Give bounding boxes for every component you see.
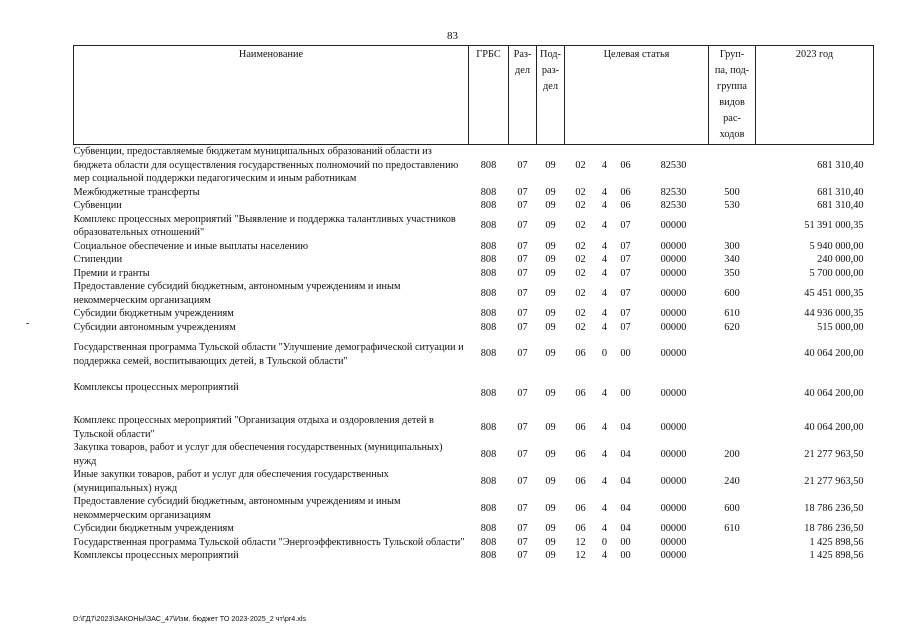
- cell-amount: 1 425 898,56: [809, 536, 864, 548]
- cell-target-program: 02: [575, 321, 586, 333]
- cell-expense-group: 200: [724, 448, 740, 460]
- cell-podrazdel: 09: [545, 200, 556, 211]
- table-row: [74, 253, 874, 267]
- cell-target-subprogram: 07: [620, 267, 631, 279]
- cell-name: Иные закупки товаров, работ и услуг для обеспечения государственных (муниципальных) нужд: [73, 469, 389, 494]
- cell-target-program: 12: [575, 536, 586, 548]
- cell-expense-group: [709, 549, 756, 563]
- cell-razdel: 07: [517, 536, 528, 548]
- cell-grbs: 808: [480, 240, 497, 252]
- cell-expense-group: 620: [724, 321, 740, 333]
- cell-target-direction: 00000: [660, 421, 687, 433]
- cell-amount: 44 936 000,35: [804, 308, 864, 319]
- cell-razdel: 07: [517, 421, 528, 433]
- cell-target-type: 4: [601, 254, 608, 265]
- cell-target-program: 02: [575, 254, 586, 265]
- table-row: [74, 334, 874, 374]
- cell-amount: 681 310,40: [817, 200, 864, 211]
- cell-grbs: 808: [480, 421, 497, 433]
- cell-podrazdel: 09: [545, 186, 556, 198]
- cell-podrazdel: 09: [545, 321, 556, 333]
- cell-podrazdel: 09: [545, 348, 556, 360]
- cell-grbs: 808: [480, 550, 497, 561]
- cell-target-subprogram: 04: [620, 502, 631, 514]
- cell-amount: 240 000,00: [817, 254, 864, 265]
- cell-target-direction: 00000: [660, 220, 687, 232]
- cell-expense-group: 600: [724, 287, 740, 299]
- cell-amount: 5 700 000,00: [809, 267, 864, 279]
- cell-expense-group: 350: [724, 267, 740, 279]
- cell-target-program: 06: [575, 448, 586, 460]
- cell-name: Субвенции: [73, 200, 122, 211]
- cell-target-program: 02: [575, 240, 586, 252]
- cell-target-type: 4: [601, 421, 608, 433]
- cell-podrazdel: 09: [545, 220, 556, 232]
- cell-amount: 681 310,40: [817, 186, 864, 198]
- cell-expense-group: 340: [724, 254, 740, 265]
- cell-podrazdel: 09: [545, 254, 556, 265]
- cell-target-program: 02: [575, 220, 586, 232]
- cell-amount: 515 000,00: [817, 321, 864, 333]
- cell-target-type: 4: [601, 267, 608, 279]
- cell-target-subprogram: 04: [620, 475, 631, 487]
- cell-target-subprogram: 00: [620, 536, 631, 548]
- cell-target-program: 02: [575, 200, 586, 211]
- cell-target-direction: 00000: [660, 448, 687, 460]
- cell-target-type: 4: [601, 523, 608, 534]
- table-row: [74, 213, 874, 240]
- cell-expense-group: 600: [724, 502, 740, 514]
- cell-name: Закупка товаров, работ и услуг для обеспечения государственных (муниципальных) нужд: [73, 442, 443, 467]
- cell-name: Межбюджетные трансферты: [73, 186, 200, 198]
- cell-target-direction: 00000: [660, 475, 687, 487]
- cell-amount: 5 940 000,00: [809, 240, 864, 252]
- cell-grbs: 808: [480, 254, 497, 265]
- cell-amount: 40 064 200,00: [804, 421, 864, 433]
- cell-name: Премии и гранты: [73, 267, 150, 279]
- cell-target-direction: 82530: [660, 159, 687, 171]
- table-row: [74, 468, 874, 495]
- cell-grbs: 808: [480, 348, 497, 360]
- cell-target-subprogram: 07: [620, 220, 631, 232]
- cell-target-direction: 00000: [660, 502, 687, 514]
- cell-target-subprogram: 07: [620, 308, 631, 319]
- cell-name: Субсидии бюджетным учреждениям: [73, 523, 234, 534]
- cell-amount: 21 277 963,50: [804, 448, 864, 460]
- cell-target-subprogram: 00: [620, 550, 631, 561]
- cell-target-type: 4: [601, 220, 608, 232]
- cell-podrazdel: 09: [545, 475, 556, 487]
- table-row: [74, 145, 874, 186]
- cell-expense-group: [709, 374, 756, 414]
- cell-razdel: 07: [517, 220, 528, 232]
- table-row: [74, 240, 874, 254]
- cell-grbs: 808: [480, 287, 497, 299]
- cell-target-direction: 00000: [660, 348, 687, 360]
- table-row: [74, 267, 874, 281]
- cell-podrazdel: 09: [545, 523, 556, 534]
- cell-podrazdel: 09: [545, 550, 556, 561]
- cell-target-subprogram: 07: [620, 240, 631, 252]
- cell-name: Комплекс процессных мероприятий "Выявление и поддержка талантливых участников образовательных отношений": [73, 213, 456, 238]
- table-row: [74, 441, 874, 468]
- cell-razdel: 07: [517, 186, 528, 198]
- cell-amount: 1 425 898,56: [809, 550, 864, 561]
- cell-target-type: 4: [601, 475, 608, 487]
- header-target-article: Целевая статья: [565, 46, 709, 145]
- cell-target-direction: 00000: [660, 321, 687, 333]
- cell-grbs: 808: [480, 308, 497, 319]
- cell-amount: 18 786 236,50: [804, 502, 864, 514]
- cell-target-subprogram: 07: [620, 287, 631, 299]
- cell-target-program: 02: [575, 308, 586, 319]
- cell-podrazdel: 09: [545, 308, 556, 319]
- cell-target-subprogram: 04: [620, 421, 631, 433]
- budget-table: [73, 45, 874, 563]
- cell-name: Субсидии бюджетным учреждениям: [73, 308, 234, 319]
- cell-name: Комплексы процессных мероприятий: [73, 550, 239, 561]
- cell-target-direction: 00000: [660, 388, 687, 400]
- cell-expense-group: [709, 414, 756, 441]
- cell-target-direction: 00000: [660, 308, 687, 319]
- cell-name: Комплекс процессных мероприятий "Организация отдыха и оздоровления детей в Тульской области": [73, 415, 434, 440]
- cell-target-subprogram: 07: [620, 254, 631, 265]
- cell-target-direction: 82530: [660, 200, 687, 211]
- cell-grbs: 808: [480, 523, 497, 534]
- cell-grbs: 808: [480, 321, 497, 333]
- cell-razdel: 07: [517, 321, 528, 333]
- cell-razdel: 07: [517, 254, 528, 265]
- cell-target-direction: 00000: [660, 550, 687, 561]
- cell-razdel: 07: [517, 348, 528, 360]
- cell-razdel: 07: [517, 502, 528, 514]
- cell-podrazdel: 09: [545, 388, 556, 400]
- table-row: [74, 495, 874, 522]
- cell-target-type: 0: [601, 536, 608, 548]
- cell-razdel: 07: [517, 240, 528, 252]
- cell-expense-group: [709, 334, 756, 374]
- cell-target-program: 06: [575, 421, 586, 433]
- cell-razdel: 07: [517, 550, 528, 561]
- cell-grbs: 808: [480, 448, 497, 460]
- footer-file-path: D:\ГД7\2023\ЗАКОНЫ\ЗАС_47\Изм. бюджет ТО 2023-2025_2 чт\pr4.xls: [73, 614, 306, 623]
- header-expense-group: Груп- па, под- группа видов рас- ходов: [709, 46, 756, 145]
- cell-target-direction: 00000: [660, 287, 687, 299]
- table-row: [74, 536, 874, 550]
- cell-target-subprogram: 00: [620, 348, 631, 360]
- cell-grbs: 808: [480, 475, 497, 487]
- cell-target-direction: 00000: [660, 254, 687, 265]
- cell-target-subprogram: 04: [620, 448, 631, 460]
- cell-grbs: 808: [480, 536, 497, 548]
- cell-name: Государственная программа Тульской области "Энергоэффективность Тульской области": [73, 536, 465, 548]
- header-year-2023: 2023 год: [756, 46, 874, 145]
- cell-target-type: 4: [601, 186, 608, 198]
- table-row: [74, 280, 874, 307]
- cell-amount: 21 277 963,50: [804, 475, 864, 487]
- cell-grbs: 808: [480, 267, 497, 279]
- header-grbs: ГРБС: [469, 46, 509, 145]
- cell-grbs: 808: [480, 220, 497, 232]
- cell-name: Комплексы процессных мероприятий: [73, 382, 239, 393]
- cell-target-type: 4: [601, 308, 608, 319]
- cell-name: Социальное обеспечение и иные выплаты населению: [73, 240, 309, 252]
- cell-razdel: 07: [517, 200, 528, 211]
- cell-name: Государственная программа Тульской области "Улучшение демографической ситуации и поддержка семей, воспитывающих детей, в Тульской области": [73, 342, 464, 367]
- cell-target-subprogram: 07: [620, 321, 631, 333]
- cell-target-type: 4: [601, 388, 608, 400]
- table-row: [74, 414, 874, 441]
- cell-target-type: 4: [601, 502, 608, 514]
- cell-target-type: 4: [601, 240, 608, 252]
- cell-grbs: 808: [480, 388, 497, 400]
- cell-name: Предоставление субсидий бюджетным, автономным учреждениям и иным некоммерческим организациям: [73, 281, 401, 306]
- cell-target-program: 06: [575, 388, 586, 400]
- cell-amount: 40 064 200,00: [804, 388, 864, 400]
- cell-name: Предоставление субсидий бюджетным, автономным учреждениям и иным некоммерческим организациям: [73, 496, 401, 521]
- table-row: [74, 186, 874, 200]
- cell-grbs: 808: [480, 159, 497, 171]
- cell-target-type: 4: [601, 321, 608, 333]
- cell-amount: 51 391 000,35: [804, 220, 864, 232]
- cell-target-program: 06: [575, 523, 586, 534]
- cell-target-subprogram: 04: [620, 523, 631, 534]
- cell-target-program: 02: [575, 287, 586, 299]
- cell-target-type: 4: [601, 200, 608, 211]
- cell-razdel: 07: [517, 308, 528, 319]
- cell-razdel: 07: [517, 475, 528, 487]
- cell-grbs: 808: [480, 502, 497, 514]
- cell-target-direction: 00000: [660, 523, 687, 534]
- cell-target-program: 06: [575, 502, 586, 514]
- cell-expense-group: [709, 145, 756, 186]
- header-row: [74, 46, 874, 145]
- cell-target-program: 02: [575, 186, 586, 198]
- header-razdel: Раз- дел: [509, 46, 537, 145]
- cell-amount: 40 064 200,00: [804, 348, 864, 360]
- stray-mark: -: [26, 318, 30, 329]
- cell-expense-group: 500: [724, 186, 740, 198]
- cell-grbs: 808: [480, 186, 497, 198]
- cell-target-direction: 00000: [660, 536, 687, 548]
- cell-target-program: 02: [575, 267, 586, 279]
- cell-razdel: 07: [517, 448, 528, 460]
- cell-podrazdel: 09: [545, 536, 556, 548]
- cell-target-direction: 00000: [660, 267, 687, 279]
- cell-name: Стипендии: [73, 254, 123, 265]
- cell-name: Субвенции, предоставляемые бюджетам муниципальных образований области из бюджета области для осуществления государственных полномочий по предоставлению мер социальной поддержки педагогическим и иным работникам: [73, 146, 459, 184]
- cell-target-program: 12: [575, 550, 586, 561]
- cell-target-type: 4: [601, 159, 608, 171]
- cell-target-type: 0: [601, 348, 608, 360]
- cell-target-direction: 82530: [660, 186, 687, 198]
- cell-grbs: 808: [480, 200, 497, 211]
- cell-expense-group: 240: [724, 475, 740, 487]
- cell-name: Субсидии автономным учреждениям: [73, 321, 236, 333]
- page-number: 83: [447, 30, 458, 42]
- cell-podrazdel: 09: [545, 287, 556, 299]
- cell-podrazdel: 09: [545, 159, 556, 171]
- cell-podrazdel: 09: [545, 240, 556, 252]
- cell-target-program: 02: [575, 159, 586, 171]
- cell-expense-group: 610: [724, 523, 740, 534]
- cell-podrazdel: 09: [545, 502, 556, 514]
- cell-target-subprogram: 06: [620, 159, 631, 171]
- cell-expense-group: 530: [724, 200, 740, 211]
- cell-target-program: 06: [575, 475, 586, 487]
- table-row: [74, 307, 874, 321]
- cell-target-type: 4: [601, 448, 608, 460]
- table-row: [74, 522, 874, 536]
- cell-target-type: 4: [601, 550, 608, 561]
- cell-target-subprogram: 06: [620, 200, 631, 211]
- cell-target-direction: 00000: [660, 240, 687, 252]
- table-row: [74, 549, 874, 563]
- table-body: [74, 145, 874, 563]
- cell-razdel: 07: [517, 159, 528, 171]
- cell-expense-group: 300: [724, 240, 740, 252]
- cell-amount: 681 310,40: [817, 159, 864, 171]
- cell-razdel: 07: [517, 523, 528, 534]
- cell-expense-group: 610: [724, 308, 740, 319]
- cell-amount: 18 786 236,50: [804, 523, 864, 534]
- cell-podrazdel: 09: [545, 448, 556, 460]
- cell-target-type: 4: [601, 287, 608, 299]
- cell-podrazdel: 09: [545, 267, 556, 279]
- cell-expense-group: [709, 213, 756, 240]
- cell-target-program: 06: [575, 348, 586, 360]
- cell-target-subprogram: 00: [620, 388, 631, 400]
- header-name: Наименование: [74, 46, 469, 145]
- table-row: [74, 374, 874, 414]
- header-podrazdel: Под- раз- дел: [537, 46, 565, 145]
- cell-razdel: 07: [517, 287, 528, 299]
- cell-amount: 45 451 000,35: [804, 287, 864, 299]
- cell-target-subprogram: 06: [620, 186, 631, 198]
- cell-razdel: 07: [517, 267, 528, 279]
- table-row: [74, 321, 874, 335]
- cell-podrazdel: 09: [545, 421, 556, 433]
- table-row: [74, 199, 874, 213]
- cell-razdel: 07: [517, 388, 528, 400]
- cell-expense-group: [709, 536, 756, 550]
